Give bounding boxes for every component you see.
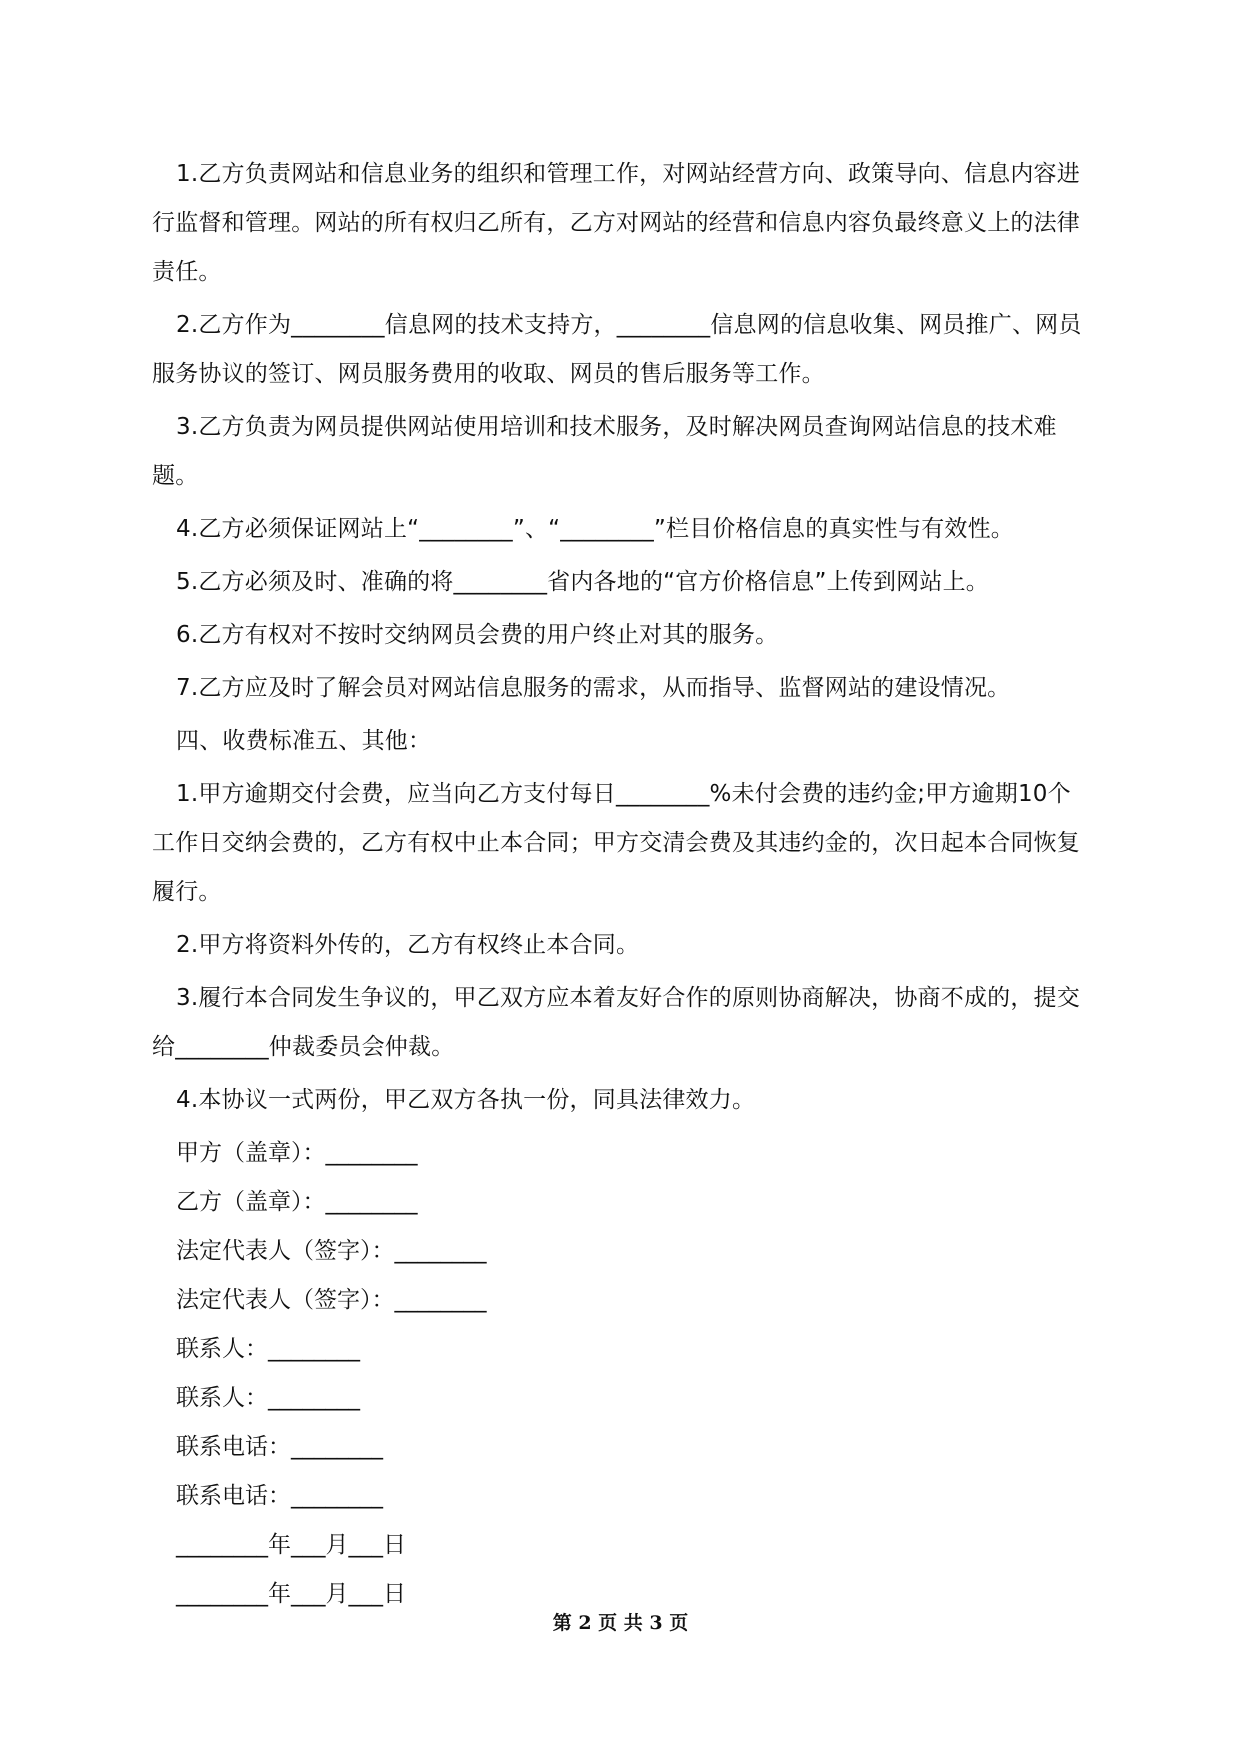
date-line: ________年___月___日 [176,1532,406,1558]
contact-person-line: 联系人：________ [176,1336,360,1362]
party-b-seal-line: 乙方（盖章）：________ [176,1189,418,1215]
page-number-footer: 第 2 页 共 3 页 [552,1612,689,1634]
document-body [152,150,1092,1619]
clause-paragraph: 2.乙方作为________信息网的技术支持方，________信息网的信息收集、网员推广、网员服务协议的签订、网员服务费用的收取、网员的售后服务等工作。 [152,312,1082,387]
clause-paragraph: 6.乙方有权对不按时交纳网员会费的用户终止对其的服务。 [176,622,779,648]
section-heading: 四、收费标准五、其他： [176,728,432,754]
clause-paragraph: 4.本协议一式两份，甲乙双方各执一份，同具法律效力。 [176,1087,756,1113]
legal-rep-signature-line: 法定代表人（签字）：________ [176,1287,487,1313]
clause-paragraph: 3.履行本合同发生争议的，甲乙双方应本着友好合作的原则协商解决，协商不成的，提交给________仲裁委员会仲裁。 [152,985,1080,1060]
clause-paragraph: 7.乙方应及时了解会员对网站信息服务的需求，从而指导、监督网站的建设情况。 [176,675,1011,701]
contact-phone-line: 联系电话：________ [176,1434,383,1460]
clause-paragraph: 5.乙方必须及时、准确的将________省内各地的“官方价格信息”上传到网站上。 [176,569,989,595]
party-a-seal-line: 甲方（盖章）：________ [176,1140,418,1166]
signature-block [152,1129,1092,1619]
clause-paragraph: 4.乙方必须保证网站上“________”、“________”栏目价格信息的真实性与有效性。 [176,516,1015,542]
date-line: ________年___月___日 [176,1581,406,1607]
clause-paragraph: 3.乙方负责为网员提供网站使用培训和技术服务，及时解决网员查询网站信息的技术难题。 [152,414,1057,489]
contact-phone-line: 联系电话：________ [176,1483,383,1509]
clause-paragraph: 2.甲方将资料外传的，乙方有权终止本合同。 [176,932,640,958]
contact-person-line: 联系人：________ [176,1385,360,1411]
clause-paragraph: 1.甲方逾期交付会费，应当向乙方支付每日________%未付会费的违约金;甲方逾期10个工作日交纳会费的，乙方有权中止本合同；甲方交清会费及其违约金的，次日起本合同恢复履行。 [152,781,1080,905]
legal-rep-signature-line: 法定代表人（签字）：________ [176,1238,487,1264]
clause-paragraph: 1.乙方负责网站和信息业务的组织和管理工作，对网站经营方向、政策导向、信息内容进行监督和管理。网站的所有权归乙所有，乙方对网站的经营和信息内容负最终意义上的法律责任。 [152,161,1080,285]
